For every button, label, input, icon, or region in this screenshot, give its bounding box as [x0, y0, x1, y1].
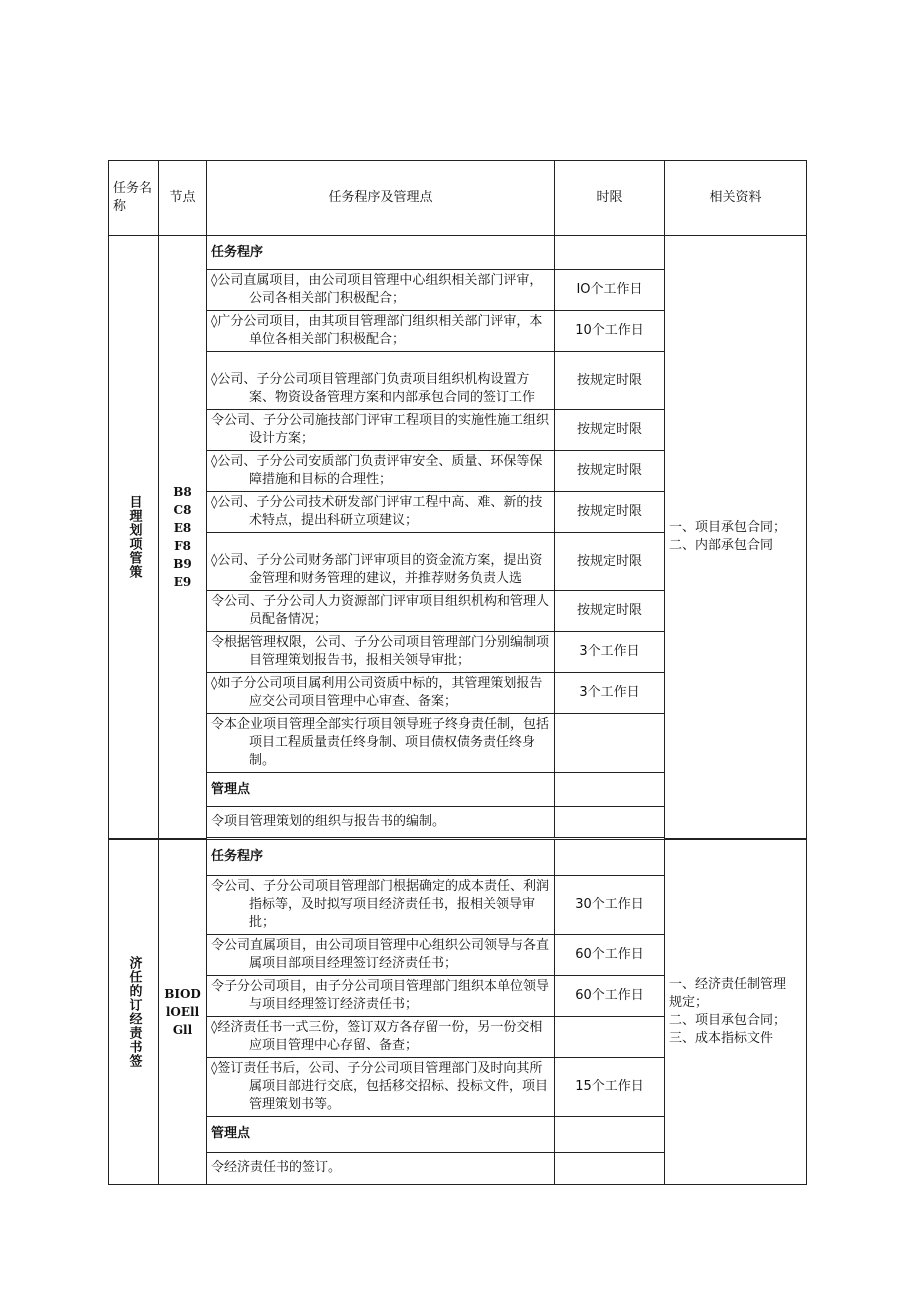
header-task-name: 任务名称	[109, 161, 159, 236]
step-text: 令公司、子分公司施技部门评审工程项目的实施性施工组织设计方案；	[211, 413, 550, 446]
table-row	[109, 236, 807, 270]
section-1-management-title: 管理点	[207, 773, 555, 807]
step-text: 令根据管理权限，公司、子分公司项目管理部门分别编制项目管理策划报告书，报相关领导审批；	[211, 635, 550, 668]
step-time	[555, 1016, 665, 1057]
section-1-management: 令项目管理策划的组织与报告书的编制。	[207, 807, 555, 838]
step-time: 3个工作日	[555, 673, 665, 714]
section-1-task-name: 目理划项管策	[109, 236, 159, 839]
step-text: ◊如子分公司项目属利用公司资质中标的，其管理策划报告应交公司项目管理中心审查、备案；	[211, 676, 543, 709]
step-text: 令公司、子分公司人力资源部门评审项目组织机构和管理人员配备情况；	[211, 594, 550, 627]
task-table	[108, 160, 807, 1185]
step-time: IO个工作日	[555, 270, 665, 311]
step-text: ◊公司、子分公司安质部门负责评审安全、质量、环保等保障措施和目标的合理性；	[211, 454, 543, 487]
step-time: 60个工作日	[555, 975, 665, 1016]
step-time	[555, 714, 665, 773]
step-text: ◊公司、子分公司项目管理部门负责项目组织机构设置方案、物资设备管理方案和内部承包合同的签订工作	[211, 372, 536, 405]
step-time: 10个工作日	[555, 311, 665, 352]
section-1-nodes: B8 C8 E8 F8 B9 E9	[159, 236, 207, 839]
section-2-nodes: BIOD lOEll Gll	[159, 839, 207, 1185]
header-procedure: 任务程序及管理点	[207, 161, 555, 236]
step-time: 60个工作日	[555, 934, 665, 975]
section-2-management: 令经济责任书的签订。	[207, 1152, 555, 1184]
step-text: ◊签订责任书后，公司、子分公司项目管理部门及时向其所属项目部进行交底，包括移交招标、投标文件，项目管理策划书等。	[211, 1060, 549, 1112]
step-time: 按规定时限	[555, 533, 665, 591]
step-time: 30个工作日	[555, 875, 665, 934]
step-text: 令公司直属项目，由公司项目管理中心组织公司领导与各直属项目部项目经理签订经济责任书；	[211, 937, 550, 971]
header-time-limit: 时限	[555, 161, 665, 236]
step-time: 按规定时限	[555, 591, 665, 632]
header-materials: 相关资料	[665, 161, 807, 236]
section-2-procedure-title: 任务程序	[207, 839, 555, 875]
section-1-materials: 一、项目承包合同； 二、内部承包合同	[665, 236, 807, 839]
step-text: ◊公司、子分公司财务部门评审项目的资金流方案，提出资金管理和财务管理的建议，并推荐财务负责人选	[211, 553, 543, 586]
section-2-materials: 一、经济责任制管理 规定； 二、项目承包合同； 三、成本指标文件	[665, 839, 807, 1185]
step-time: 按规定时限	[555, 352, 665, 410]
step-text: 令公司、子分公司项目管理部门根据确定的成本责任、利润指标等，及时拟写项目经济责任书，报相关领导审批；	[211, 878, 550, 930]
step-text: 令子分公司项目，由子分公司项目管理部门组织本单位领导与项目经理签订经济责任书；	[211, 978, 550, 1012]
section-2-management-title: 管理点	[207, 1116, 555, 1152]
step-time: 按规定时限	[555, 410, 665, 451]
step-time: 15个工作日	[555, 1057, 665, 1116]
section-2-task-name: 济任的订经责书签	[109, 839, 159, 1185]
section-1-procedure-title: 任务程序	[207, 236, 555, 270]
table-row	[109, 839, 807, 875]
step-text: 令本企业项目管理全部实行项目领导班子终身责任制，包括项目工程质量责任终身制、项目债权债务责任终身制。	[211, 717, 550, 768]
step-text: ◊公司、子分公司技术研发部门评审工程中高、难、新的技术特点，提出科研立项建议；	[211, 495, 543, 528]
step-text: ◊经济责任书一式三份，签订双方各存留一份，另一份交相应项目管理中心存留、备查；	[211, 1019, 543, 1053]
step-time: 按规定时限	[555, 451, 665, 492]
header-node: 节点	[159, 161, 207, 236]
table-header-row	[109, 161, 807, 236]
step-text: ◊公司直属项目，由公司项目管理中心组织相关部门评审，公司各相关部门积极配合；	[211, 273, 543, 306]
step-time: 3个工作日	[555, 632, 665, 673]
step-time: 按规定时限	[555, 492, 665, 533]
step-text: ◊广分公司项目，由其项目管理部门组织相关部门评审，本单位各相关部门积极配合；	[211, 314, 543, 347]
